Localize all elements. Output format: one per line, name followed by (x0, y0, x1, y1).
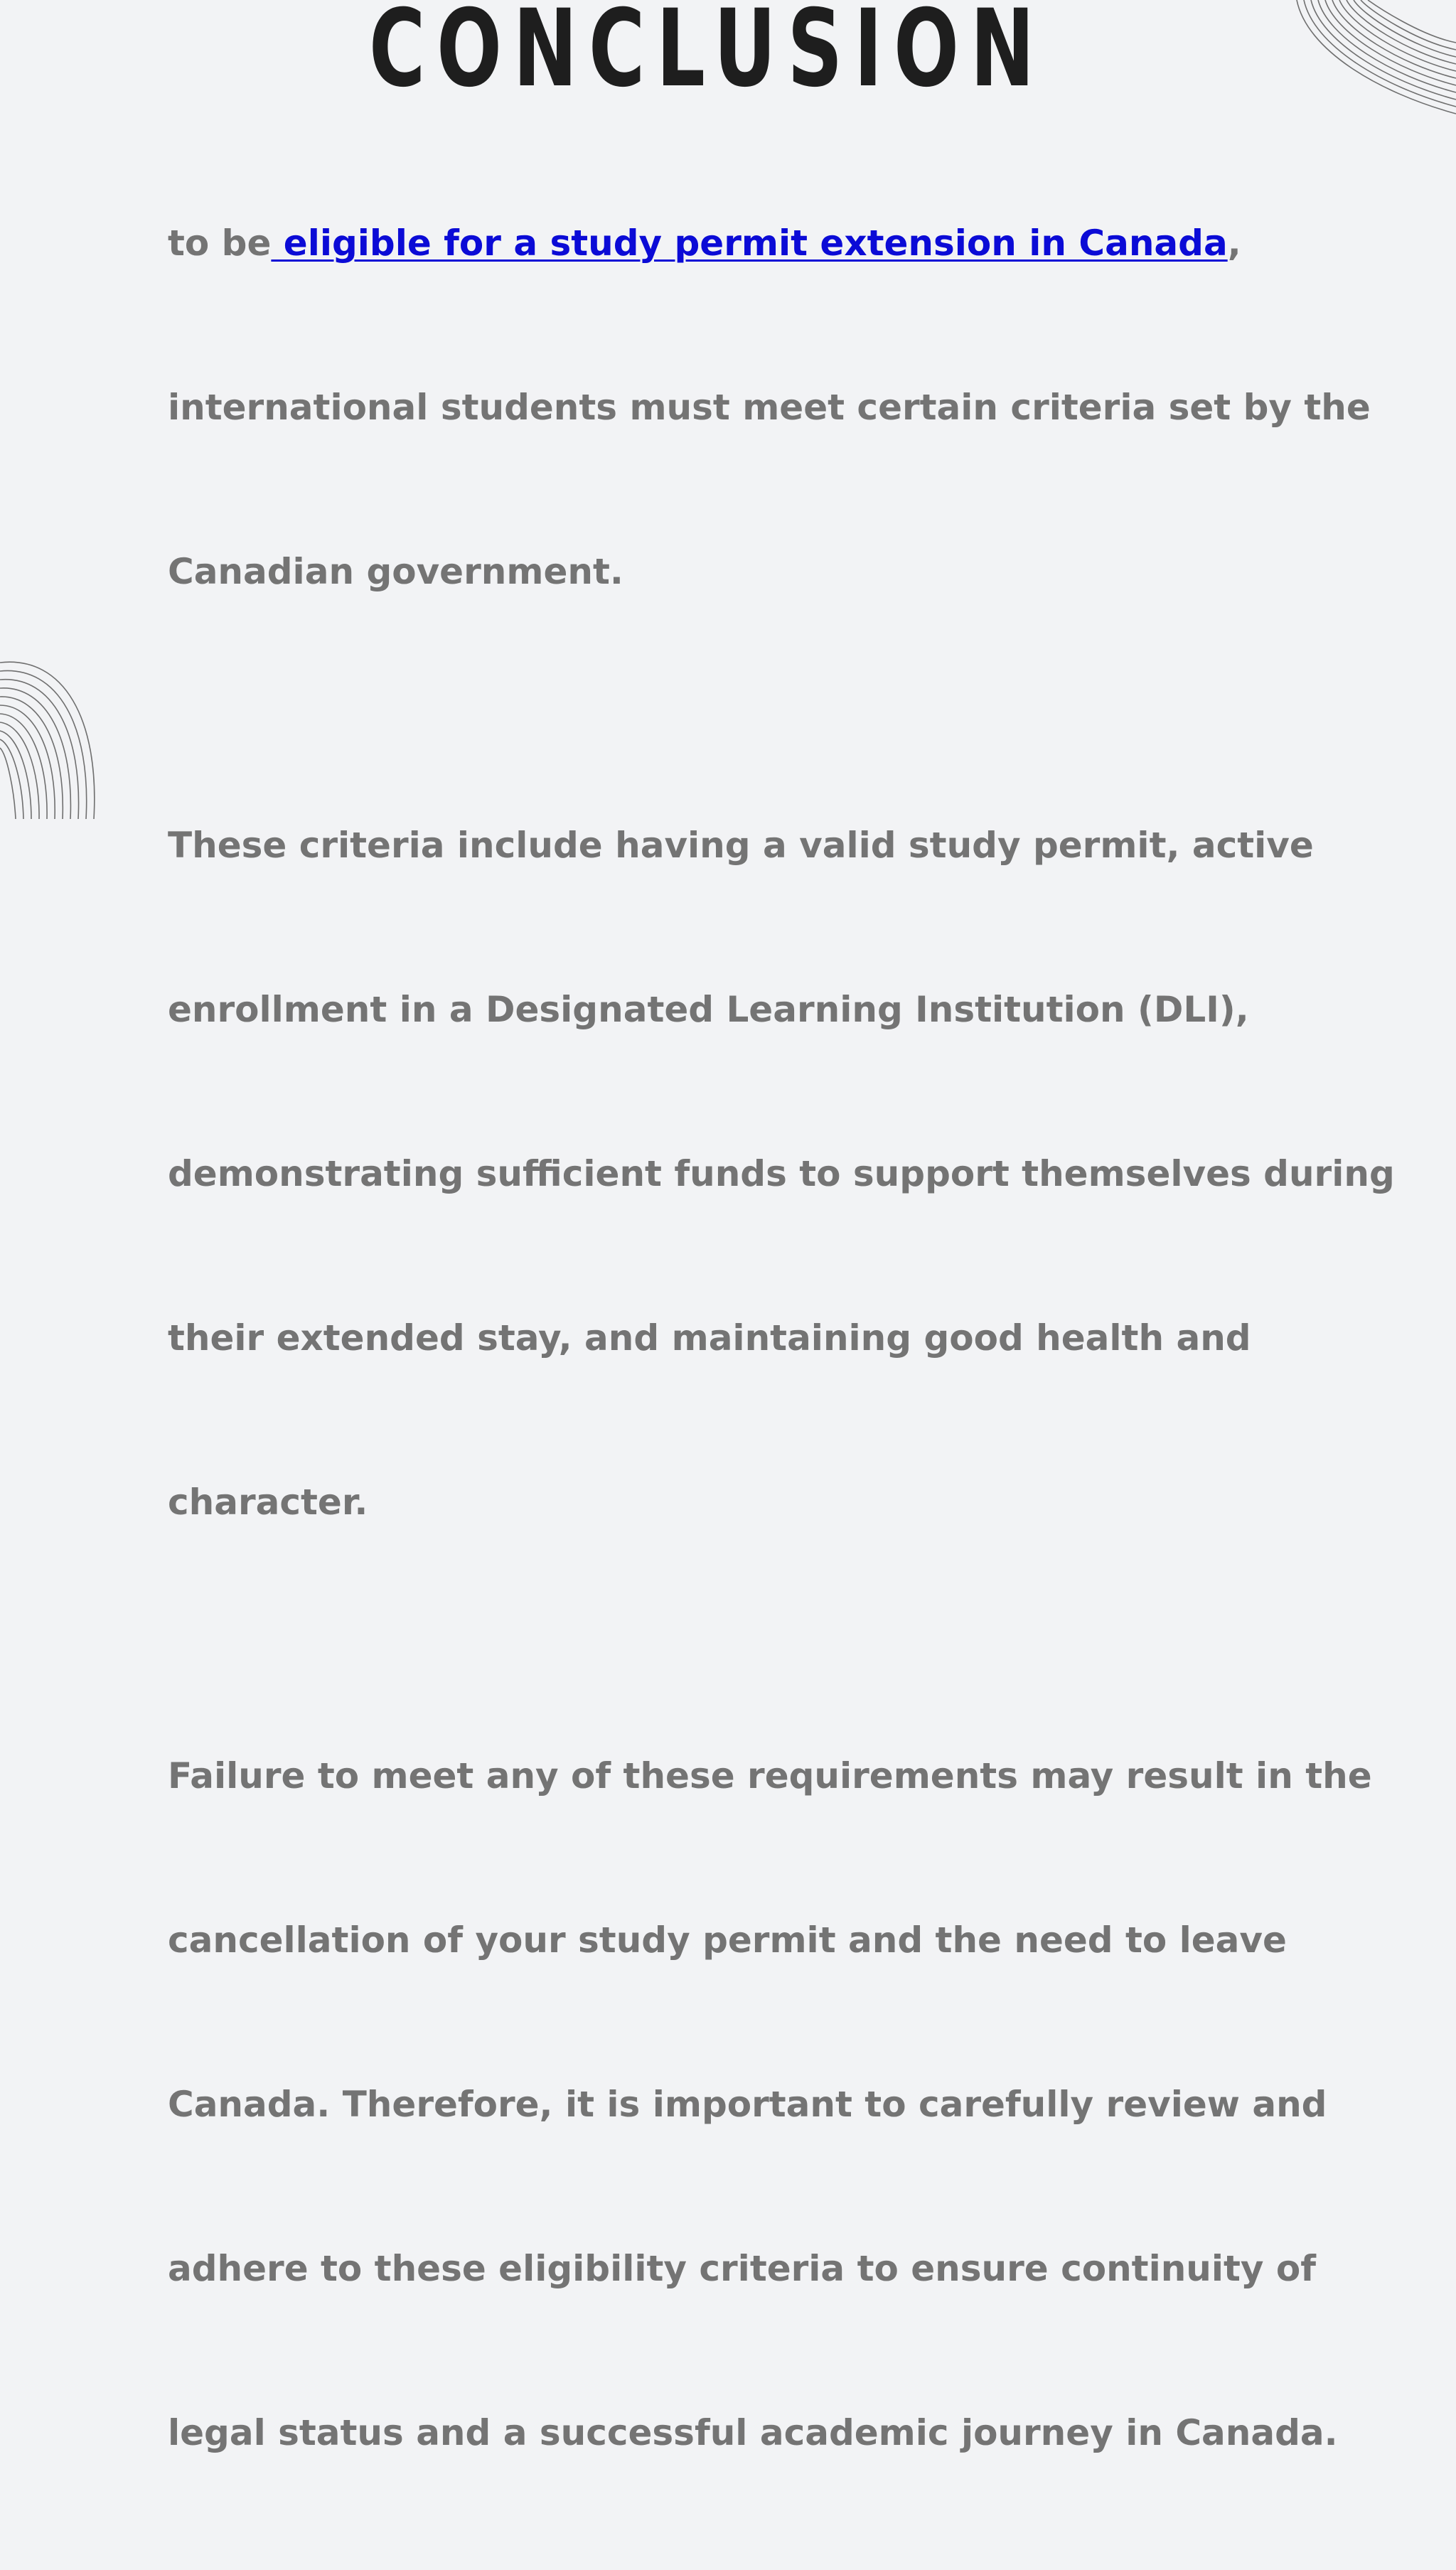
paragraph-eligibility (168, 107, 1371, 709)
paragraph-criteria-line-1: These criteria include having a valid study permit, active (168, 825, 1314, 866)
paragraph-eligibility-line-1 (168, 216, 1334, 271)
study-permit-extension-link[interactable]: eligible for a study permit extension in Canada (271, 223, 1228, 264)
paragraph-eligibility-line-3: Canadian government. (168, 551, 623, 592)
slide-title: CONCLUSION (369, 0, 1046, 111)
paragraph-failure (168, 1639, 1372, 2570)
paragraph-failure-line-5: legal status and a successful academic journey in Canada. (168, 2412, 1338, 2453)
paragraph-criteria-line-4: their extended stay, and maintaining good health and (168, 1317, 1251, 1359)
body-text (168, 107, 1395, 2570)
decorative-curves-bottom-left (0, 634, 107, 819)
paragraph-failure-line-3: Canada. Therefore, it is important to carefully review and (168, 2084, 1327, 2125)
lead-text: to be (168, 223, 272, 264)
paragraph-failure-line-1: Failure to meet any of these requirements may result in the (168, 1755, 1372, 1797)
paragraph-criteria-line-5: character. (168, 1482, 368, 1523)
paragraph-criteria-line-2: enrollment in a Designated Learning Institution (DLI), (168, 989, 1249, 1030)
comma-text: , (1227, 223, 1241, 264)
paragraph-failure-line-4: adhere to these eligibility criteria to ensure continuity of (168, 2248, 1317, 2289)
paragraph-criteria (168, 709, 1395, 1639)
paragraph-criteria-line-3: demonstrating sufficient funds to support themselves during (168, 1153, 1395, 1194)
paragraph-eligibility-line-2: international students must meet certain criteria set by the (168, 387, 1371, 428)
paragraph-failure-line-2: cancellation of your study permit and the need to leave (168, 1920, 1287, 1961)
